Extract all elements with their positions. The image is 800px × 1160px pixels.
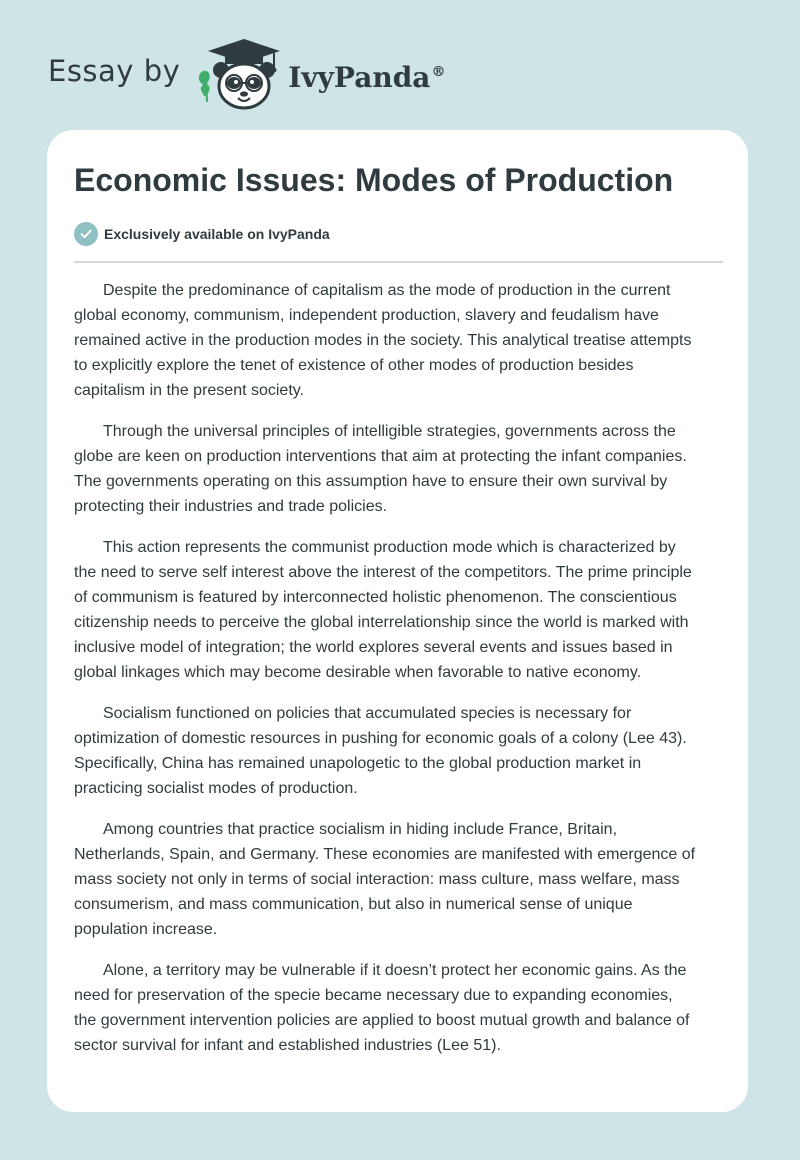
text-line: citizenship needs to perceive the global interrelationship since the world is marked with — [74, 614, 689, 631]
text-line: of communism is featured by interconnected holistic phenomenon. The conscientious — [74, 589, 677, 606]
exclusive-badge — [74, 222, 330, 246]
text-line: need for preservation of the specie became necessary due to expanding economies, — [74, 987, 673, 1004]
paragraph — [74, 278, 726, 403]
text-line: Specifically, China has remained unapologetic to the global production market in — [74, 755, 642, 772]
text-line: sector survival for infant and established industries (Lee 51). — [74, 1037, 501, 1054]
text-line: Netherlands, Spain, and Germany. These economies are manifested with emergence of — [74, 846, 696, 863]
text-line: optimization of domestic resources in pushing for economic goals of a colony (Lee 43). — [74, 730, 687, 747]
text-line: inclusive model of integration; the world explores several events and issues based in — [74, 639, 673, 656]
text-line: Socialism functioned on policies that accumulated species is necessary for — [103, 705, 632, 722]
site-header — [48, 36, 445, 112]
page-title: Economic Issues: Modes of Production — [74, 162, 674, 198]
text-line: the need to serve self interest above the interest of the competitors. The prime principle — [74, 564, 692, 581]
essay-body — [74, 278, 726, 1074]
panda-logo-icon[interactable] — [194, 36, 284, 112]
paragraph — [74, 817, 726, 942]
text-line: population increase. — [74, 921, 218, 938]
essay-by-label: Essay by — [48, 54, 181, 88]
text-line: global economy, communism, independent production, slavery and feudalism have — [74, 307, 659, 324]
text-line: to explicitly explore the tenet of existence of other modes of production besides — [74, 357, 634, 374]
text-line: practicing socialist modes of production. — [74, 780, 358, 797]
text-line: protecting their industries and trade policies. — [74, 498, 388, 515]
text-line: Among countries that practice socialism in hiding include France, Britain, — [103, 821, 618, 838]
registered-mark: ® — [431, 64, 446, 81]
exclusive-label: Exclusively available on IvyPanda — [104, 226, 330, 242]
text-line: capitalism in the present society. — [74, 382, 305, 399]
text-line: global linkages which may become desirable when favorable to native economy. — [74, 664, 642, 681]
divider — [74, 261, 723, 263]
paragraph — [74, 958, 726, 1058]
text-line: the government intervention policies are applied to boost mutual growth and balance of — [74, 1012, 690, 1029]
essay-card — [47, 130, 748, 1112]
text-line: Through the universal principles of intelligible strategies, governments across the — [103, 423, 676, 440]
check-icon — [74, 222, 98, 246]
text-line: This action represents the communist production mode which is characterized by — [103, 539, 676, 556]
paragraph — [74, 419, 726, 519]
paragraph — [74, 535, 726, 685]
text-line: Alone, a territory may be vulnerable if it doesn’t protect her economic gains. As the — [103, 962, 687, 979]
brand-name[interactable]: IvyPanda® — [288, 60, 446, 94]
text-line: Despite the predominance of capitalism as the mode of production in the current — [103, 282, 671, 299]
text-line: mass society not only in terms of social interaction: mass culture, mass welfare, mass — [74, 871, 680, 888]
text-line: consumerism, and mass communication, but also in numerical sense of unique — [74, 896, 633, 913]
text-line: globe are keen on production interventions that aim at protecting the infant companies. — [74, 448, 687, 465]
text-line: remained active in the production modes in the society. This analytical treatise attempts — [74, 332, 692, 349]
text-line: The governments operating on this assumption have to ensure their own survival by — [74, 473, 668, 490]
paragraph — [74, 701, 726, 801]
